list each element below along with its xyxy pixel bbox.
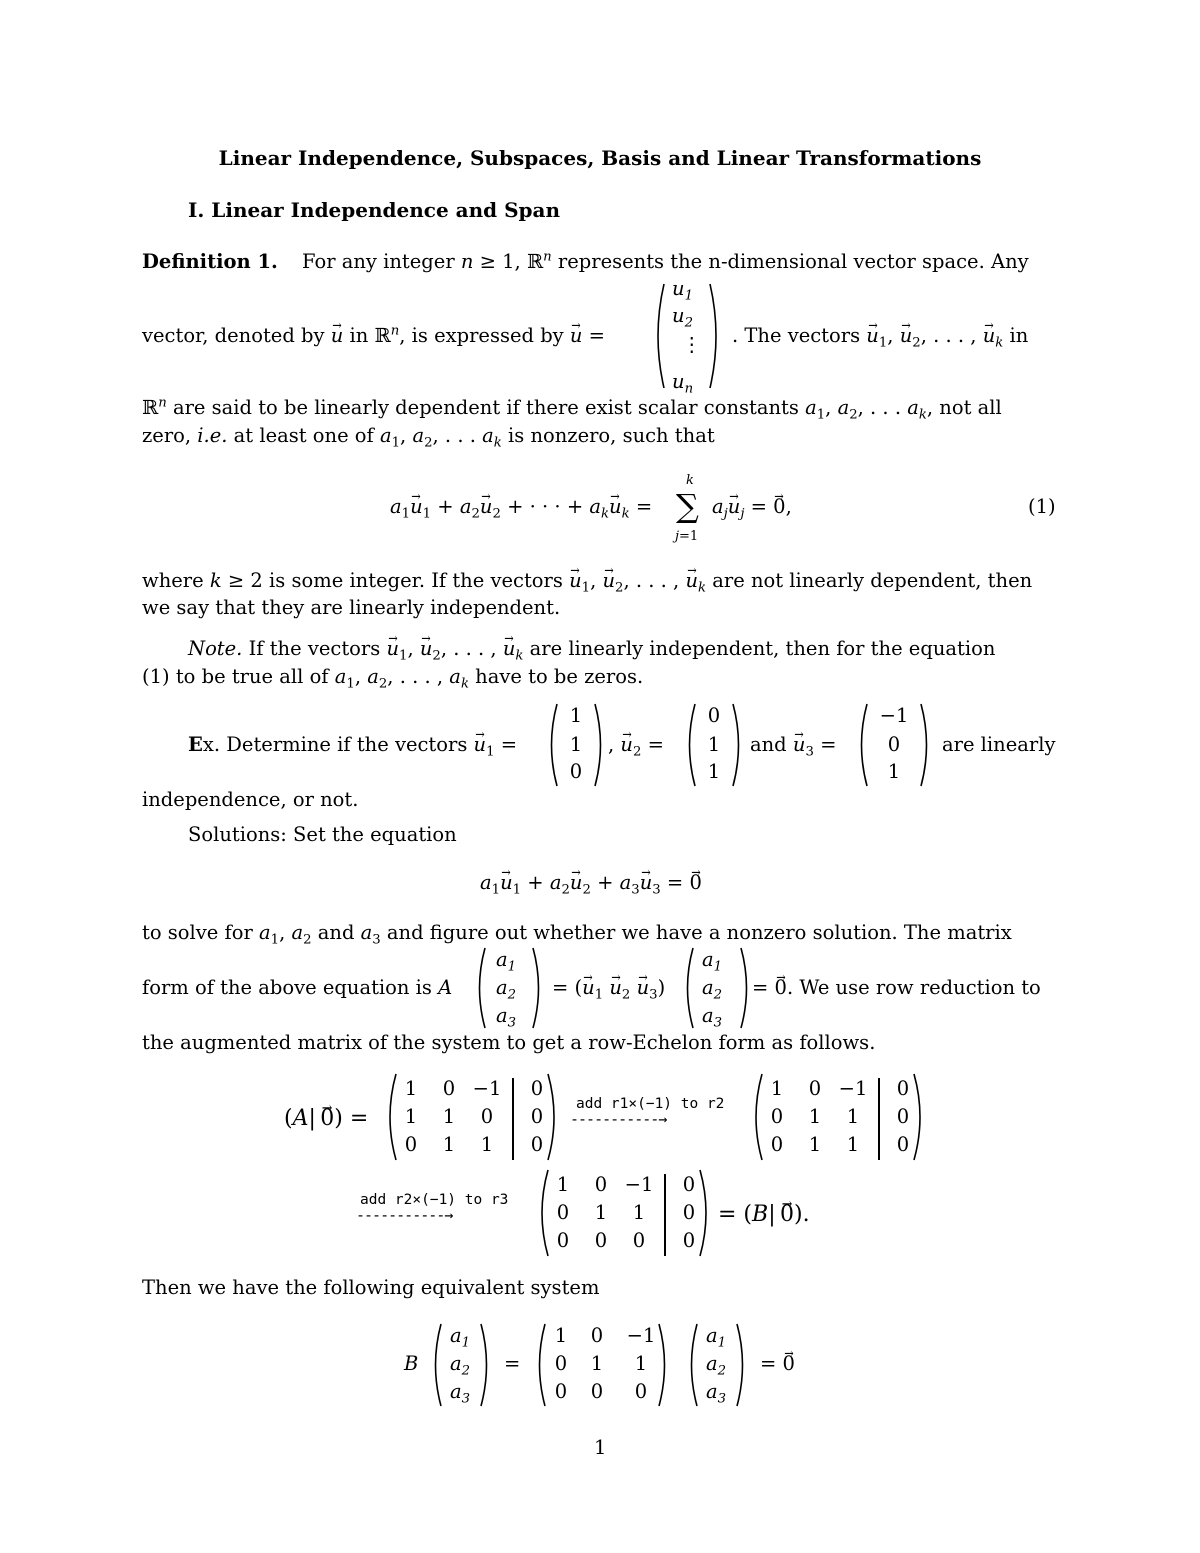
definition-line-1: Definition 1. For any integer n ≥ 1, ℝ$^n$ represents the n-dimensional vector space. Any <box>142 249 1029 273</box>
example-line-2: independence, or not. <box>142 788 359 811</box>
equation-number: (1) <box>1028 495 1056 518</box>
B-cell-0-1: 0 <box>590 1324 604 1347</box>
solutions-line-1: Solutions: Set the equation <box>188 823 457 846</box>
step1-label: add r1×(−1) to r2 <box>576 1096 725 1112</box>
definition-label: Definition 1. <box>142 250 278 273</box>
m2-cell-2-0: 0 <box>770 1133 784 1156</box>
B-cell-0-0: 1 <box>554 1324 568 1347</box>
m2-cell-0-2: −1 <box>838 1077 868 1100</box>
augmented-B-label: = (B| → 0). <box>718 1204 810 1226</box>
equivalent-line: Then we have the following equivalent system <box>142 1276 600 1299</box>
m2-cell-1-3: 0 <box>896 1105 910 1128</box>
m3-cell-0-3: 0 <box>682 1173 696 1196</box>
m2-cell-2-3: 0 <box>896 1133 910 1156</box>
page-number: 1 <box>594 1436 607 1459</box>
solutions-line-2: to solve for $a_1$, $a_2$ and $a_3$ and figure out whether we have a nonzero solution. The matrix <box>142 921 1012 948</box>
definition-line-2a: vector, denoted by → u in ℝ$^n$, is expressed by → u = <box>142 326 605 346</box>
paragraph-line-1: where k ≥ 2 is some integer. If the vectors → $u_1$, → $u_2$, . . . , → $u_k$ are not linearly dependent, then <box>142 571 1032 591</box>
solutions-line-4: the augmented matrix of the system to get a row-Echelon form as follows. <box>142 1031 876 1054</box>
m2-cell-0-3: 0 <box>896 1077 910 1100</box>
m1-cell-2-0: 0 <box>404 1133 418 1156</box>
m3-cell-2-3: 0 <box>682 1229 696 1252</box>
page-title: Linear Independence, Subspaces, Basis and Linear Transformations <box>218 146 982 170</box>
definition-line-4: zero, i.e. at least one of $a_1$, $a_2$, . . . $a_k$ is nonzero, such that <box>142 424 715 451</box>
m2-cell-0-0: 1 <box>770 1077 784 1100</box>
note-line-1: Note. If the vectors → $u_1$, → $u_2$, . . . , → $u_k$ are linearly independent, then for the equation <box>188 639 995 659</box>
note-label: Note. <box>188 637 243 660</box>
step2-label: add r2×(−1) to r3 <box>360 1192 509 1208</box>
augmented-label: (A| → 0) = <box>284 1108 368 1130</box>
B-cell-1-1: 1 <box>590 1352 604 1375</box>
step1-arrow: -----------→ <box>570 1110 667 1128</box>
B-cell-0-2: −1 <box>626 1324 656 1347</box>
m1-cell-0-3: 0 <box>530 1077 544 1100</box>
step2-arrow: -----------→ <box>356 1206 453 1224</box>
example-label: E <box>188 733 203 756</box>
solutions-line-3a: form of the above equation is A <box>142 976 453 999</box>
m1-cell-1-2: 0 <box>480 1105 494 1128</box>
m3-cell-1-2: 1 <box>632 1201 646 1224</box>
m3-cell-0-2: −1 <box>624 1173 654 1196</box>
m2-cell-2-2: 1 <box>846 1133 860 1156</box>
m1-cell-2-1: 1 <box>442 1133 456 1156</box>
m1-cell-0-0: 1 <box>404 1077 418 1100</box>
paragraph-line-2: we say that they are linearly independent. <box>142 596 561 619</box>
m3-cell-0-1: 0 <box>594 1173 608 1196</box>
m3-cell-2-1: 0 <box>594 1229 608 1252</box>
solutions-equation: $a_1\to u_1 + a_2\to u_2 + a_3\to u_3$ = → 0 <box>480 873 702 893</box>
m3-cell-2-2: 0 <box>632 1229 646 1252</box>
m2-cell-1-0: 0 <box>770 1105 784 1128</box>
m3-cell-0-0: 1 <box>556 1173 570 1196</box>
m2-cell-2-1: 1 <box>808 1133 822 1156</box>
m2-cell-1-2: 1 <box>846 1105 860 1128</box>
m1-cell-1-3: 0 <box>530 1105 544 1128</box>
m3-cell-1-0: 0 <box>556 1201 570 1224</box>
B-cell-2-2: 0 <box>634 1380 648 1403</box>
m1-cell-2-2: 1 <box>480 1133 494 1156</box>
B-cell-2-0: 0 <box>554 1380 568 1403</box>
m1-cell-1-1: 1 <box>442 1105 456 1128</box>
sum-symbol: ∑ <box>676 487 699 525</box>
m1-cell-2-3: 0 <box>530 1133 544 1156</box>
definition-line-3: ℝ$^n$ are said to be linearly dependent if there exist scalar constants $a_1$, $a_2$, . . . $a_k$, not all <box>142 395 1002 423</box>
B-cell-2-1: 0 <box>590 1380 604 1403</box>
m2-cell-0-1: 0 <box>808 1077 822 1100</box>
m1-cell-0-2: −1 <box>472 1077 502 1100</box>
B-cell-1-0: 0 <box>554 1352 568 1375</box>
m1-cell-1-0: 1 <box>404 1105 418 1128</box>
m1-cell-0-1: 0 <box>442 1077 456 1100</box>
m2-cell-1-1: 1 <box>808 1105 822 1128</box>
equation-1: $a_1\to u_1 + a_2\to u_2$ + · · · + $a_k\to u_k$ = <box>390 497 652 517</box>
section-heading: I. Linear Independence and Span <box>188 198 561 222</box>
B-cell-1-2: 1 <box>634 1352 648 1375</box>
B-label: B <box>404 1352 419 1375</box>
note-line-2: (1) to be true all of $a_1$, $a_2$, . . . , $a_k$ have to be zeros. <box>142 665 644 692</box>
m3-cell-1-3: 0 <box>682 1201 696 1224</box>
m3-cell-2-0: 0 <box>556 1229 570 1252</box>
m3-cell-1-1: 1 <box>594 1201 608 1224</box>
example-line-1a: Ex. Determine if the vectors → $u_1$ = <box>188 735 517 755</box>
definition-line-2b: . The vectors → $u_1$, → $u_2$, . . . , → $u_k$ in <box>732 326 1028 346</box>
